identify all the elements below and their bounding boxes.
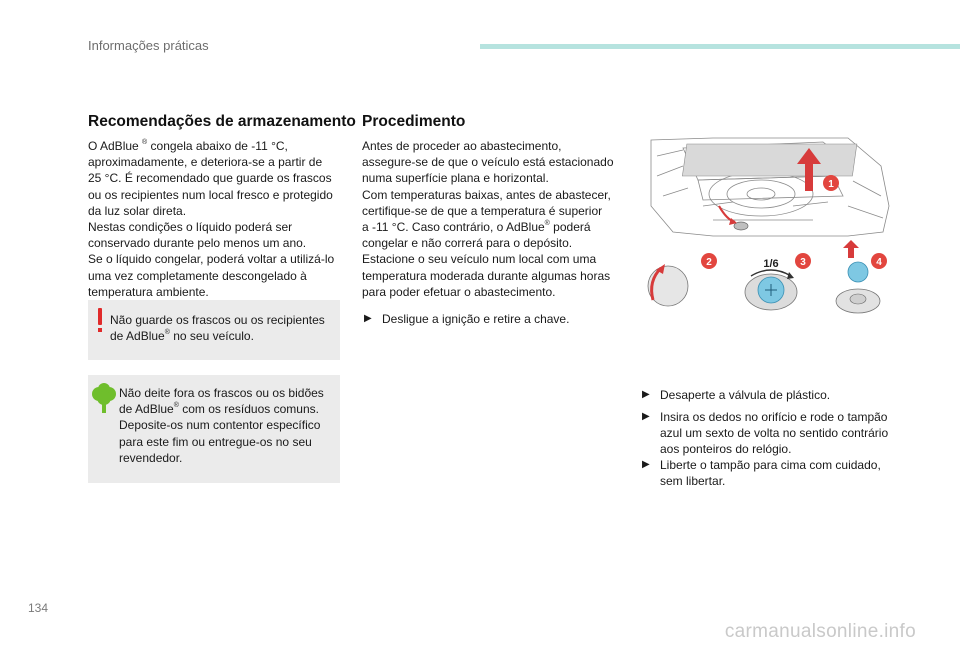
text-line: Não deite fora os frascos ou os bidões [119,386,324,400]
text-line: Desligue a ignição e retire a chave. [382,312,570,326]
one-sixth-turn-label: 1/6 [763,258,779,270]
text-line: uma vez completamente descongelado à [88,268,307,283]
callout-1-icon [823,175,839,191]
step-bullet [642,409,902,461]
text-line: para poder efetuar o abastecimento. [362,284,556,299]
step-4-cap-removed [836,240,880,313]
step-2-valve-cap [648,264,688,306]
svg-text:4: 4 [876,257,882,268]
text-line: assegure-se de que o veículo está estacionado [362,155,614,170]
step-bullet [642,387,892,405]
bullet-arrow-icon: ▶ [642,459,650,470]
text-line: Com temperaturas baixas, antes de abastecer, [362,187,611,202]
step-bullet [364,311,604,329]
text-line: Liberte o tampão para cima com cuidado, [660,458,881,472]
header-accent-bar [480,44,960,49]
procedure-heading: Procedimento [362,113,466,130]
text-line: Nestas condições o líquido poderá ser [88,220,293,235]
text-line: a -11 °C. Caso contrário, o AdBlue® poderá [362,220,591,235]
text-line: aproximadamente, e deteriora-se a partir de [88,155,323,170]
warning-note [88,300,340,360]
svg-text:1: 1 [828,179,834,190]
callout-4-icon [871,253,887,269]
bullet-arrow-icon: ▶ [642,411,650,422]
tree-icon [91,383,117,415]
text-line: certifique-se de que a temperatura é superior [362,203,603,218]
text-line: Insira os dedos no orifício e rode o tampão [660,410,888,424]
text-line: temperatura ambiente. [88,284,209,299]
text-line: azul um sexto de volta no sentido contrário [660,426,889,441]
text-line: ou os recipientes num local fresco e protegido [88,187,333,202]
text-line: aos ponteiros do relógio. [660,442,792,457]
step-3-blue-cap [745,270,797,310]
text-line: conservado durante pelo menos um ano. [88,236,307,251]
text-line: Desaperte a válvula de plástico. [660,388,831,402]
text-line: Deposite-os num contentor específico [119,418,321,433]
section-title: Informações práticas [88,38,209,53]
bullet-arrow-icon: ▶ [642,389,650,400]
watermark: carmanualsonline.info [724,621,916,642]
callout-2-icon [701,253,717,269]
text-line: numa superfície plana e horizontal. [362,171,549,186]
text-line: Não guarde os frascos ou os recipientes [110,313,325,327]
trunk-floor-panel [682,144,856,176]
text-line: sem libertar. [660,474,726,489]
text-line: revendedor. [119,450,183,465]
adblue-tank-illustration [643,136,895,314]
eco-note [88,375,340,483]
storage-paragraph [88,138,334,300]
bullet-arrow-icon: ▶ [364,313,372,324]
text-line: da luz solar direta. [88,203,187,218]
text-line: para este fim ou entregue-os no seu [119,434,312,449]
page-number: 134 [28,601,49,615]
step-bullet [642,457,902,493]
text-line: de AdBlue® no seu veículo. [110,329,254,344]
text-line: Estacione o seu veículo num local com uma [362,252,597,267]
text-line: 25 °C. É recomendado que guarde os frascos [88,171,332,186]
storage-heading: Recomendações de armazenamento [88,113,356,130]
procedure-paragraph [362,138,614,300]
warning-exclamation-icon [93,308,107,334]
text-line: congelar e não correrá para o depósito. [362,236,573,251]
text-line: O AdBlue ® congela abaixo de -11 °C, [88,139,288,153]
text-line: de AdBlue® com os resíduos comuns. [119,402,319,417]
callout-3-icon [795,253,811,269]
svg-text:2: 2 [706,257,712,268]
svg-text:3: 3 [800,257,806,268]
text-line: Se o líquido congelar, poderá voltar a utilizá-lo [88,252,335,267]
text-line: temperatura moderada durante algumas horas [362,268,611,283]
text-line: Antes de proceder ao abastecimento, [362,139,562,153]
